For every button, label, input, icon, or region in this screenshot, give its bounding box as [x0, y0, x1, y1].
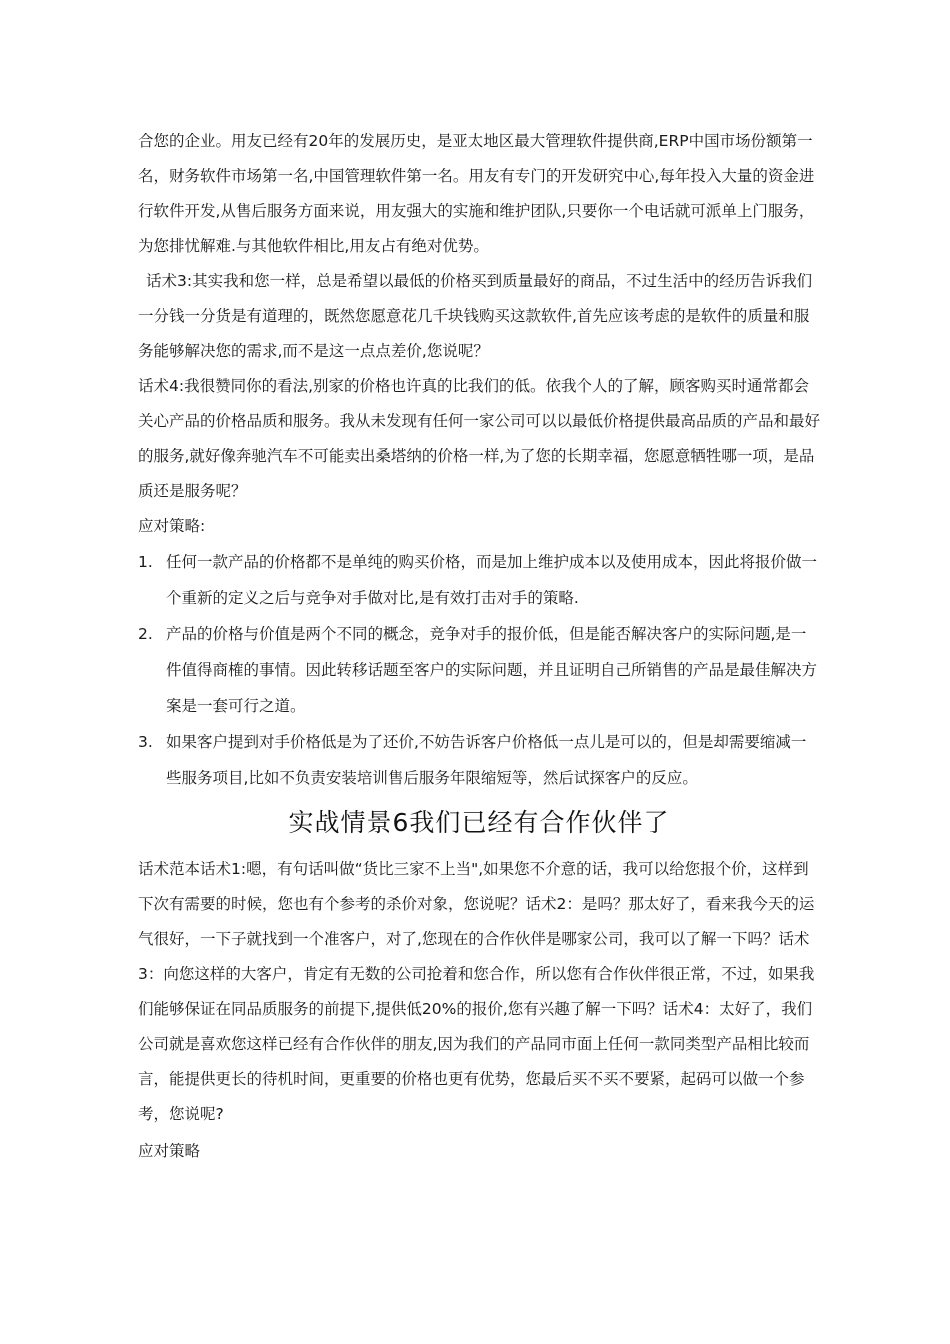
paragraph-yonyou-intro: 合您的企业。用友已经有20年的发展历史，是亚太地区最大管理软件提供商,ERP中国市场份额第一名，财务软件市场第一名,中国管理软件第一名。用友有专门的开发研究中心,每年投入大量的资金进行软件开发,从售后服务方面来说，用友强大的实施和维护团队,只要你一个电话就可派单上门服务，为您排忧解难.与其他软件相比,用友占有绝对优势。: [138, 132, 815, 255]
strategy-item-number: 1.: [138, 553, 153, 571]
strategy-item-number: 2.: [138, 625, 153, 643]
tail-strategy-label: 应对策略: [138, 1142, 201, 1160]
strategy-item-number: 3.: [138, 733, 153, 751]
strategy-list: [138, 544, 820, 796]
paragraph-section-body: 话术范本话术1:嗯，有句话叫做“货比三家不上当",如果您不介意的话，我可以给您报个价，这样到下次有需要的时候，您也有个参考的杀价对象，您说呢？话术2：是吗？那太好了，看来我今天的运气很好，一下子就找到一个准客户，对了,您现在的合作伙伴是哪家公司，我可以了解一下吗？话术3：向您这样的大客户，肯定有无数的公司抢着和您合作，所以您有合作伙伴很正常，不过，如果我们能够保证在同品质服务的前提下,提供低20%的报价,您有兴趣了解一下吗？话术4：太好了，我们公司就是喜欢您这样已经有合作伙伴的朋友,因为我们的产品同市面上任何一款同类型产品相比较而言，能提供更长的待机时间，更重要的价格也更有优势，您最后买不买不要紧，起码可以做一个参考，您说呢?: [138, 860, 815, 1123]
section-title: 实战情景6我们已经有合作伙伴了: [288, 808, 670, 837]
paragraph-script-3: 话术3:其实我和您一样，总是希望以最低的价格买到质量最好的商品，不过生活中的经历告诉我们一分钱一分货是有道理的，既然您愿意花几千块钱购买这款软件,首先应该考虑的是软件的质量和服务能够解决您的需求,而不是这一点点差价,您说呢？: [138, 272, 813, 360]
strategy-item: [138, 544, 820, 616]
paragraph-script-4: 话术4:我很赞同你的看法,别家的价格也许真的比我们的低。依我个人的了解，顾客购买时通常都会关心产品的价格品质和服务。我从未发现有任何一家公司可以以最低价格提供最高品质的产品和最好的服务,就好像奔驰汽车不可能卖出桑塔纳的价格一样,为了您的长期幸福，您愿意牺牲哪一项，是品质还是服务呢？: [138, 377, 821, 500]
strategy-item-text: 任何一款产品的价格都不是单纯的购买价格，而是加上维护成本以及使用成本，因此将报价做一个重新的定义之后与竞争对手做对比,是有效打击对手的策略.: [166, 553, 818, 607]
strategy-item-text: 产品的价格与价值是两个不同的概念，竞争对手的报价低，但是能否解决客户的实际问题,是一件值得商榷的事情。因此转移话题至客户的实际问题，并且证明自己所销售的产品是最佳解决方案是一套可行之道。: [166, 625, 818, 715]
page-content: [138, 124, 820, 1169]
strategy-label: 应对策略:: [138, 517, 206, 535]
strategy-item-text: 如果客户提到对手价格低是为了还价,不妨告诉客户价格低一点儿是可以的，但是却需要缩减一些服务项目,比如不负责安装培训售后服务年限缩短等，然后试探客户的反应。: [166, 733, 807, 787]
strategy-item: [138, 616, 820, 724]
strategy-item: [138, 724, 820, 796]
